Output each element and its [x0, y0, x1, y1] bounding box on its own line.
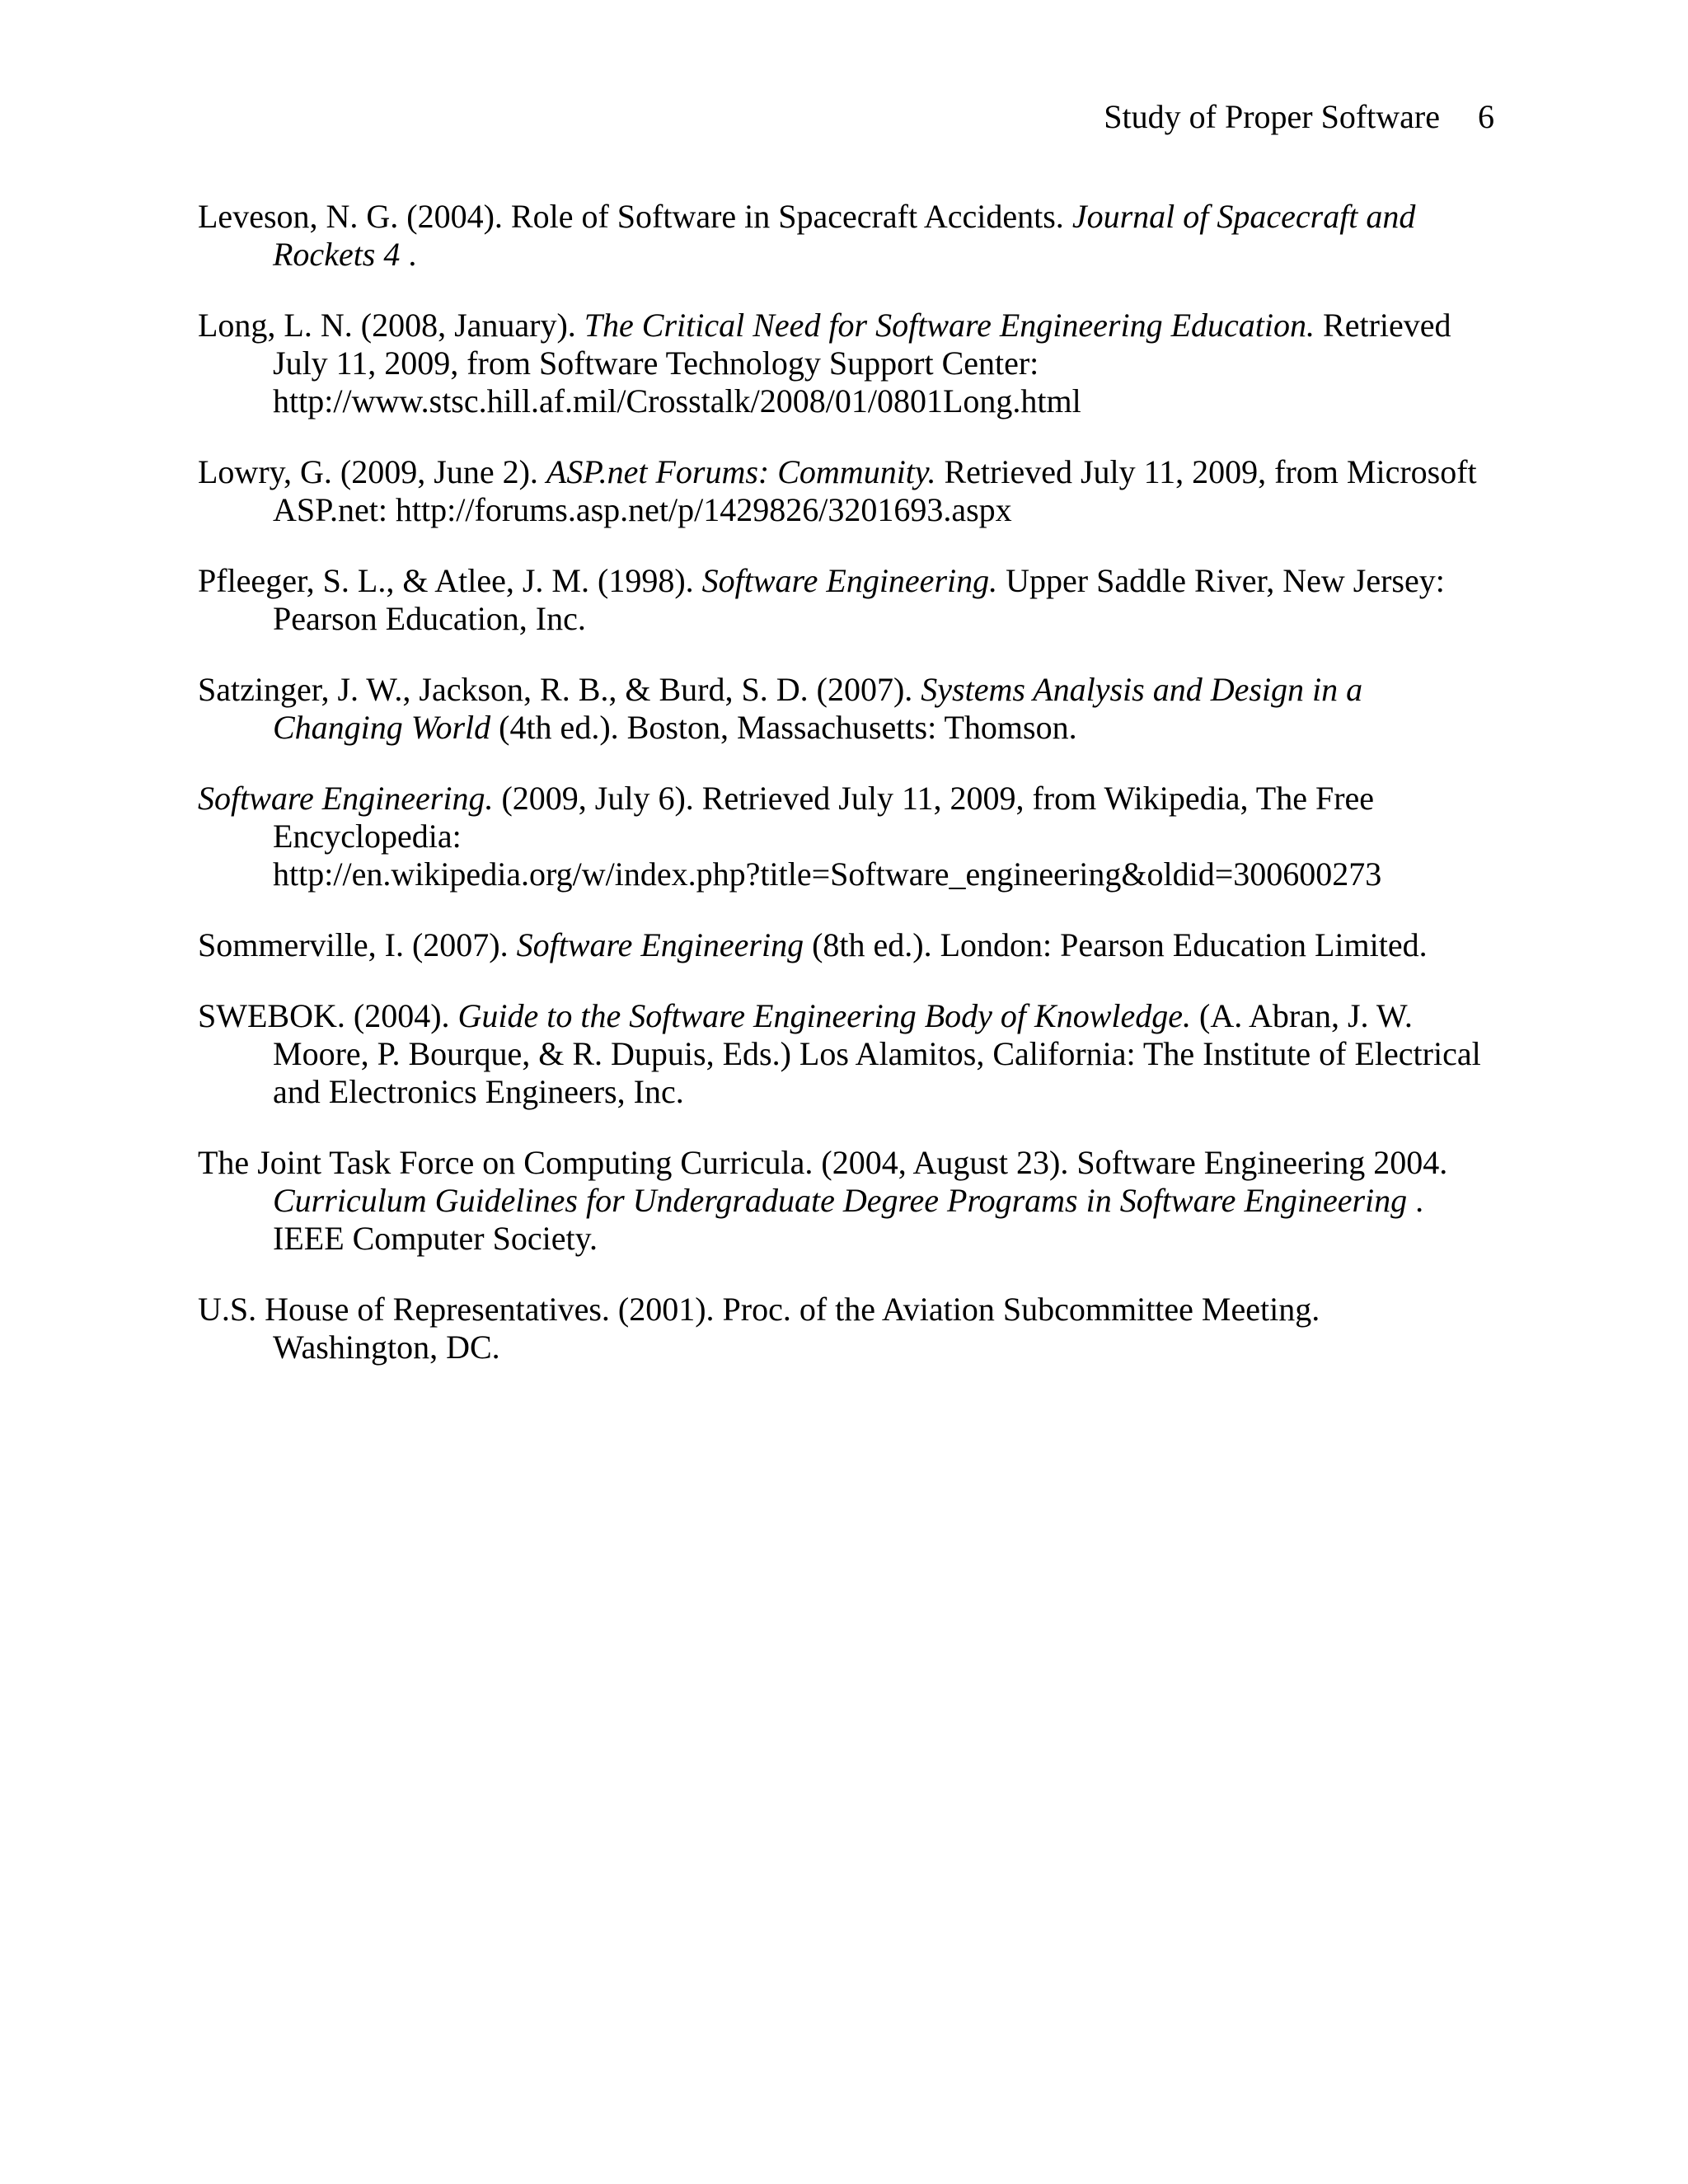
reference-text: .	[400, 236, 417, 273]
reference-us-house	[198, 1291, 1484, 1366]
reference-long	[198, 307, 1484, 420]
reference-text: U.S. House of Representatives. (2001). Proc. of the Aviation Subcommittee Meeting. Washington, DC.	[198, 1291, 1320, 1366]
reference-text: SWEBOK. (2004).	[198, 997, 458, 1034]
reference-url: http://en.wikipedia.org/w/index.php?title=Software_engineering&oldid=300600273	[273, 855, 1382, 893]
reference-text: (A. Abran, J. W. Moore, P. Bourque, & R. Dupuis, Eds.) Los Alamitos, California: The Institute of Electrical and Electronics Engineers, Inc.	[273, 997, 1481, 1110]
reference-text: Retrieved July 11, 2009, from Microsoft ASP.net: http://forums.asp.net/p/1429826/3201693.aspx	[273, 453, 1477, 528]
reference-title: The Critical Need for Software Engineering Education.	[584, 307, 1315, 344]
reference-leveson	[198, 198, 1484, 274]
reference-wikipedia	[198, 780, 1484, 893]
reference-title: Software Engineering.	[701, 562, 998, 599]
reference-title: Systems Analysis and Design in a Changing World	[273, 671, 1363, 746]
reference-lowry	[198, 453, 1484, 529]
reference-joint-task-force	[198, 1144, 1484, 1258]
reference-text: Upper Saddle River, New Jersey: Pearson Education, Inc.	[273, 562, 1445, 637]
reference-pfleeger	[198, 562, 1484, 638]
reference-text: (4th ed.). Boston, Massachusetts: Thomson.	[490, 709, 1077, 746]
reference-list	[198, 198, 1484, 1399]
reference-text: . IEEE Computer Society.	[273, 1182, 1424, 1257]
reference-title: Journal of Spacecraft and Rockets 4	[273, 198, 1416, 273]
reference-text: Sommerville, I. (2007).	[198, 926, 517, 963]
reference-text: The Joint Task Force on Computing Curricula. (2004, August 23). Software Engineering 2004.	[198, 1144, 1448, 1181]
reference-title: Software Engineering.	[198, 780, 494, 817]
reference-text: Retrieved July 11, 2009, from Software Technology Support Center:	[273, 307, 1451, 382]
reference-text: (2009, July 6). Retrieved July 11, 2009, from Wikipedia, The Free Encyclopedia:	[273, 780, 1375, 855]
reference-text: Long, L. N. (2008, January).	[198, 307, 584, 344]
running-head-title: Study of Proper Software	[1104, 98, 1440, 135]
reference-title: Guide to the Software Engineering Body of Knowledge.	[457, 997, 1192, 1034]
reference-swebok	[198, 997, 1484, 1111]
reference-title: Curriculum Guidelines for Undergraduate Degree Programs in Software Engineering	[273, 1182, 1408, 1219]
reference-text: Leveson, N. G. (2004). Role of Software in Spacecraft Accidents.	[198, 198, 1072, 235]
reference-url: http://www.stsc.hill.af.mil/Crosstalk/2008/01/0801Long.html	[273, 382, 1081, 419]
reference-text: (8th ed.). London: Pearson Education Limited.	[804, 926, 1428, 963]
reference-text: Pfleeger, S. L., & Atlee, J. M. (1998).	[198, 562, 702, 599]
running-head	[1104, 97, 1494, 137]
reference-text: Satzinger, J. W., Jackson, R. B., & Burd, S. D. (2007).	[198, 671, 921, 708]
reference-title: ASP.net Forums: Community.	[546, 453, 936, 490]
reference-text: Lowry, G. (2009, June 2).	[198, 453, 546, 490]
reference-sommerville	[198, 926, 1484, 964]
reference-title: Software Engineering	[516, 926, 804, 963]
page-number: 6	[1478, 98, 1494, 135]
reference-satzinger	[198, 671, 1484, 747]
